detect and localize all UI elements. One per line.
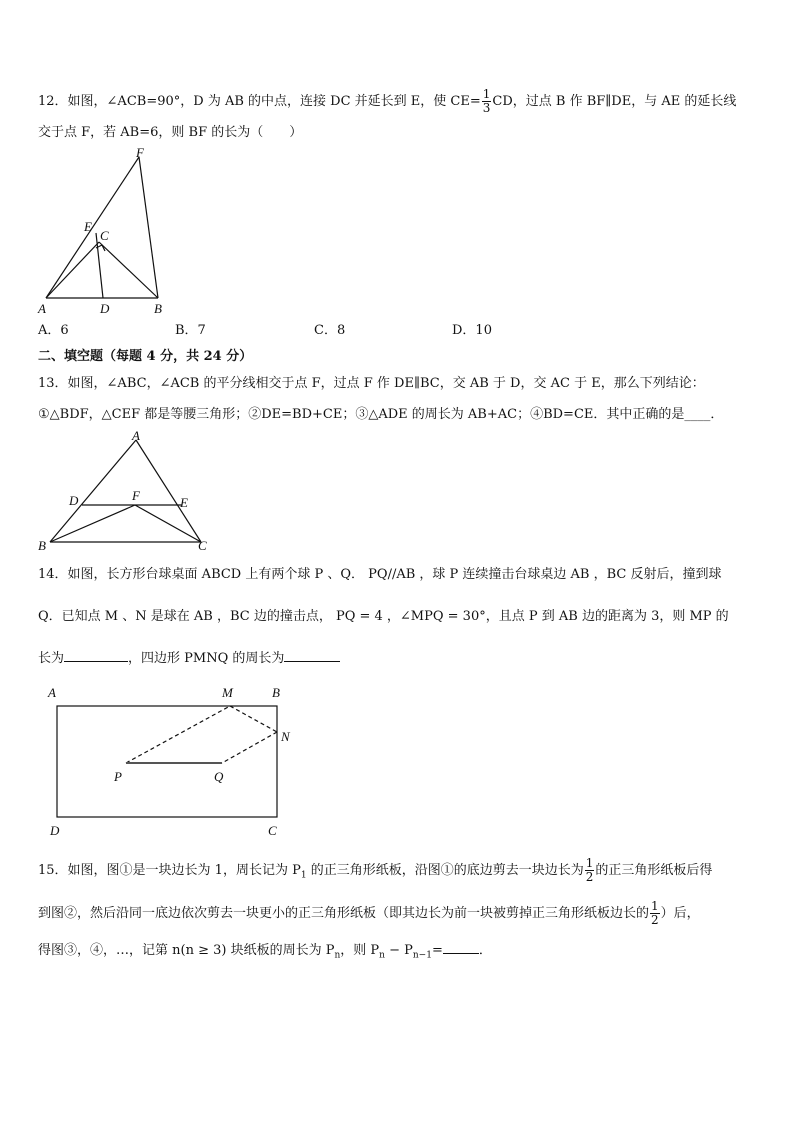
q15-line3b: ，则 P bbox=[340, 943, 380, 958]
q12-option-b: B．7 bbox=[175, 323, 206, 338]
q15-line3c: − P bbox=[384, 943, 413, 958]
q13-label-C: C bbox=[198, 538, 207, 553]
q14-label-P: P bbox=[114, 769, 122, 784]
q13-line-AC bbox=[136, 440, 201, 542]
q13-line1: 13．如图，∠ABC，∠ACB 的平分线相交于点 F，过点 F 作 DE∥BC，交 AB 于 D，交 AC 于 E，那么下列结论： bbox=[38, 376, 705, 391]
q14-label-C: C bbox=[268, 823, 277, 838]
q14-label-D: D bbox=[50, 823, 60, 838]
q12-fraction: $\frac{1}{3}$ bbox=[482, 87, 491, 115]
q13-label-B: B bbox=[38, 538, 46, 553]
q14-answer-perimeter-blank[interactable] bbox=[284, 661, 340, 662]
q13-line-BF bbox=[50, 505, 135, 542]
q15-line2b: ）后， bbox=[660, 906, 700, 921]
q13-label-A: A bbox=[132, 430, 140, 443]
q13-line-CF bbox=[135, 505, 201, 542]
q14-label-N: N bbox=[281, 729, 290, 744]
q15-sub-1: 1 bbox=[300, 870, 307, 881]
q12-label-F: F bbox=[136, 145, 144, 160]
q12-text-a: 12．如图，∠ACB=90°，D 为 AB 的中点，连接 DC 并延长到 E，使 CE= bbox=[38, 94, 481, 109]
q15-line1c: 的正三角形纸板后得 bbox=[595, 863, 713, 878]
q12-line-AF bbox=[46, 157, 139, 298]
q12-label-A: A bbox=[38, 301, 46, 315]
q14-line-PM bbox=[126, 706, 230, 763]
q13-figure bbox=[36, 430, 216, 555]
q15-fraction-2: $\frac{1}{2}$ bbox=[651, 899, 659, 927]
q14-line3b: ，四边形 PMNQ 的周长为 bbox=[128, 651, 285, 666]
q15-line1b: 的正三角形纸板，沿图①的底边剪去一块边长为 bbox=[306, 863, 584, 878]
q14-rectangle-ABCD bbox=[57, 706, 277, 817]
q15-line1a: 15．如图，图①是一块边长为 1，周长记为 P bbox=[38, 863, 301, 878]
q13-label-E: E bbox=[180, 495, 188, 510]
q14-label-M: M bbox=[222, 685, 233, 700]
q15-line2a: 到图②，然后沿同一底边依次剪去一块更小的正三角形纸板（即其边长为前一块被剪掉正三角形纸板边长的 bbox=[38, 906, 650, 921]
q13-line-AB bbox=[50, 440, 136, 542]
q15-line3: 得图③，④，…，记第 n(n ≥ 3) 块纸板的周长为 P bbox=[38, 943, 335, 958]
q14-line-MN bbox=[230, 706, 277, 732]
q12-label-D: D bbox=[100, 301, 110, 315]
q12-option-c: C．8 bbox=[314, 323, 346, 338]
q12-figure bbox=[36, 145, 186, 315]
q14-line1: 14．如图，长方形台球桌面 ABCD 上有两个球 P 、Q． PQ//AB ，球 P 连续撞击台球桌边 AB ，BC 反射后，撞到球 bbox=[38, 567, 722, 582]
q14-label-B: B bbox=[272, 685, 280, 700]
q15-line3e: ． bbox=[478, 943, 492, 958]
q12-line-BF bbox=[139, 157, 158, 298]
q12-option-a: A．6 bbox=[38, 323, 69, 338]
q14-answer-mp-blank[interactable] bbox=[64, 661, 128, 662]
q14-line3 bbox=[38, 650, 340, 668]
q15-line1 bbox=[38, 857, 712, 885]
q12-line-BC bbox=[99, 242, 158, 298]
q14-line3a: 长为 bbox=[38, 651, 65, 666]
q15-fraction-1: $\frac{1}{2}$ bbox=[585, 856, 594, 884]
q13-label-F: F bbox=[132, 488, 140, 503]
q13-line2: ①△BDF，△CEF 都是等腰三角形；②DE=BD+CE；③△ADE 的周长为 AB+AC；④BD=CE．其中正确的是____． bbox=[38, 407, 724, 422]
q14-line-NQ bbox=[222, 732, 277, 763]
q12-label-E: E bbox=[84, 219, 92, 234]
q15-sub-n: n bbox=[334, 950, 341, 961]
q14-label-Q: Q bbox=[214, 769, 224, 784]
q15-line3d: = bbox=[431, 943, 443, 958]
q12-text-b: CD，过点 B 作 BF∥DE，与 AE 的延长线 bbox=[492, 94, 737, 109]
q15-line2 bbox=[38, 900, 700, 927]
q14-figure bbox=[44, 683, 314, 843]
q15-sub-n2: n bbox=[379, 950, 385, 961]
q15-line3 bbox=[38, 942, 492, 965]
q12-line2: 交于点 F，若 AB=6，则 BF 的长为（ ） bbox=[38, 125, 303, 140]
q15-sub-n-1: n−1 bbox=[412, 950, 432, 961]
q13-label-D: D bbox=[69, 493, 79, 508]
section-title: 二、填空题（每题 4 分，共 24 分） bbox=[38, 349, 253, 364]
q12-option-d: D．10 bbox=[452, 323, 492, 338]
q14-line2: Q．已知点 M 、N 是球在 AB ，BC 边的撞击点， PQ = 4 ，∠MPQ = 30°，且点 P 到 AB 边的距离为 3，则 MP 的 bbox=[38, 609, 729, 624]
q12-line1 bbox=[38, 88, 736, 115]
q12-label-C: C bbox=[100, 228, 109, 243]
q12-label-B: B bbox=[154, 301, 162, 315]
q14-label-A: A bbox=[48, 685, 56, 700]
q12-line-AC bbox=[46, 242, 99, 298]
q15-answer-blank[interactable] bbox=[443, 953, 479, 954]
